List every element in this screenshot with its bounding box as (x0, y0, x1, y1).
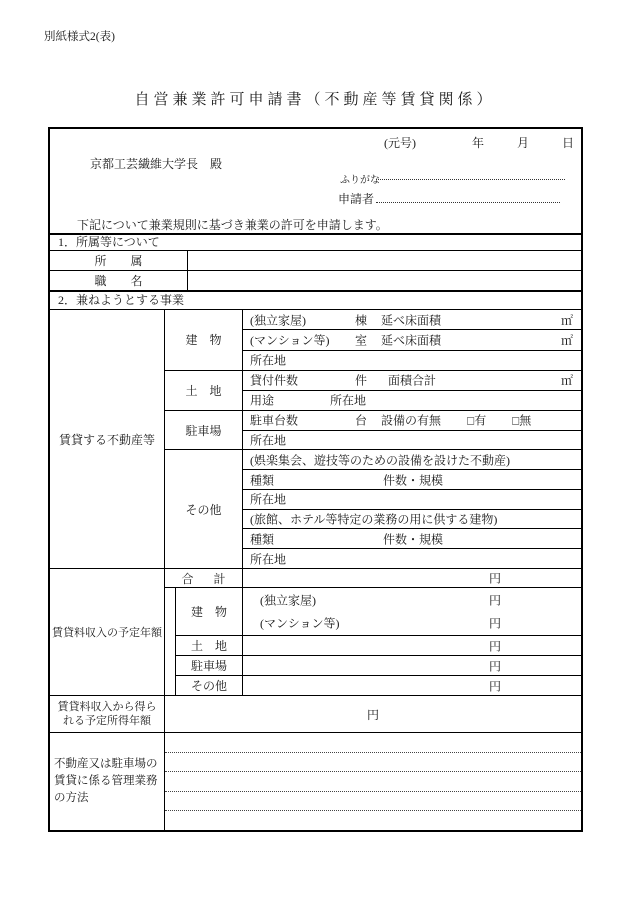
expected-income-section (50, 695, 581, 732)
amusement-type-row[interactable] (243, 469, 581, 489)
rental-property-section (50, 309, 581, 568)
era-label: (元号) (384, 136, 416, 150)
management-line-3[interactable] (165, 772, 581, 792)
rental-property-side-label: 賃貸する不動産等 (50, 310, 165, 568)
addressee: 京都工芸繊維大学長 殿 (90, 157, 223, 171)
expected-income-side-label (50, 696, 165, 732)
building-detached-row[interactable] (243, 310, 581, 329)
amusement-type-label: 種類 (250, 473, 275, 488)
hotel-building-row (243, 509, 581, 529)
day-label: 日 (562, 136, 575, 150)
month-label: 月 (517, 136, 530, 150)
income-parking-label: 駐車場 (176, 656, 243, 675)
income-parking-yen-unit: 円 (488, 659, 501, 673)
management-label-line3: の方法 (54, 792, 89, 804)
land-label: 土 地 (165, 371, 243, 410)
income-side-label: 賃貸料収入の予定年額 (50, 569, 165, 695)
other-group (165, 449, 581, 568)
detached-count-unit: 棟 (355, 313, 368, 328)
building-group (165, 310, 581, 370)
expected-income-input-cell[interactable] (165, 696, 581, 732)
jobtitle-label: 職 名 (50, 271, 188, 290)
land-count-unit: 件 (355, 373, 368, 388)
affiliation-row (50, 250, 581, 270)
section2-heading: 2．兼ねようとする事業 (50, 290, 581, 309)
income-building-label: 建 物 (176, 588, 243, 635)
parking-equipment-label: 設備の有無 (381, 413, 442, 428)
section1-heading: 1．所属等について (50, 233, 581, 250)
parking-count-unit: 台 (355, 413, 368, 428)
building-apartment-row[interactable] (243, 329, 581, 349)
amusement-scale-label: 件数・規模 (383, 473, 444, 488)
income-detached-label: (独立家屋) (260, 593, 316, 608)
hotel-type-label: 種類 (250, 532, 275, 547)
amusement-property-label: (娯楽集会、遊技等のための設備を設けた不動産) (250, 453, 510, 468)
land-use-label: 用途 (250, 393, 275, 408)
apartment-floorarea-label: 延べ床面積 (381, 333, 442, 348)
land-use-location-row[interactable] (243, 390, 581, 410)
hotel-building-label: (旅館、ホテル等特定の業務の用に供する建物) (250, 512, 498, 527)
income-total-label: 合 計 (165, 569, 243, 587)
affiliation-input-cell[interactable] (188, 251, 581, 270)
furigana-label: ふりがな (340, 175, 380, 186)
expected-income-label-line1: 賃貸料収入から得ら (57, 701, 157, 713)
parking-location-row[interactable] (243, 430, 581, 450)
income-other-yen-unit: 円 (488, 679, 501, 693)
income-apartment-yen-unit: 円 (488, 616, 501, 631)
parking-spaces-label: 駐車台数 (250, 413, 299, 428)
income-land-row[interactable] (176, 635, 581, 655)
declaration-text: 下記について兼業規則に基づき兼業の許可を申請します。 (77, 218, 388, 232)
income-land-yen-unit: 円 (488, 639, 501, 653)
expected-income-yen-unit: 円 (366, 707, 379, 722)
management-line-1[interactable] (165, 733, 581, 753)
income-other-label: その他 (176, 676, 243, 695)
management-write-area (165, 733, 581, 830)
land-sqm-unit: ㎡ (560, 373, 573, 388)
land-count-row[interactable] (243, 371, 581, 390)
application-form-table (48, 127, 583, 832)
building-location-row[interactable] (243, 350, 581, 370)
building-location-label: 所在地 (250, 353, 287, 368)
amusement-property-row (243, 450, 581, 469)
equipment-yes-checkbox[interactable]: □有 (467, 413, 487, 428)
income-total-yen-unit: 円 (488, 571, 501, 586)
detached-floorarea-label: 延べ床面積 (381, 313, 442, 328)
equipment-no-checkbox[interactable]: □無 (512, 413, 532, 428)
building-label: 建 物 (165, 310, 243, 370)
hotel-location-row[interactable] (243, 548, 581, 568)
income-breakdown-box (175, 588, 581, 695)
year-label: 年 (472, 136, 485, 150)
income-land-label: 土 地 (176, 636, 243, 655)
hotel-type-row[interactable] (243, 528, 581, 548)
income-other-row[interactable] (176, 675, 581, 695)
income-detached-yen-unit: 円 (488, 593, 501, 608)
land-total-area-label: 面積合計 (388, 373, 437, 388)
hotel-location-label: 所在地 (250, 552, 287, 567)
parking-label: 駐車場 (165, 411, 243, 450)
management-method-section (50, 732, 581, 830)
detached-house-label: (独立家屋) (250, 313, 306, 328)
corner-label: 別紙様式2(表) (44, 31, 115, 43)
detached-sqm-unit: ㎡ (560, 313, 573, 328)
annual-rental-income-section (50, 568, 581, 695)
apartment-count-unit: 室 (355, 333, 368, 348)
other-label: その他 (165, 450, 243, 568)
management-side-label (50, 733, 165, 830)
jobtitle-input-cell[interactable] (188, 271, 581, 290)
applicant-input-line[interactable] (376, 190, 560, 203)
land-location-label: 所在地 (330, 393, 367, 408)
applicant-label: 申請者 (338, 192, 375, 206)
income-parking-row[interactable] (176, 655, 581, 675)
management-line-2[interactable] (165, 753, 581, 773)
jobtitle-row (50, 270, 581, 290)
amusement-location-label: 所在地 (250, 492, 287, 507)
parking-location-label: 所在地 (250, 433, 287, 448)
affiliation-label: 所 属 (50, 251, 188, 270)
land-group (165, 370, 581, 410)
land-lease-count-label: 貸付件数 (250, 373, 299, 388)
income-apartment-label: (マンション等) (260, 616, 340, 631)
parking-group (165, 410, 581, 450)
form-header-section (50, 129, 581, 233)
hotel-scale-label: 件数・規模 (383, 532, 444, 547)
expected-income-label-line2: れる予定所得年額 (63, 715, 151, 727)
income-total-row[interactable] (165, 569, 581, 588)
amusement-location-row[interactable] (243, 489, 581, 509)
apartment-sqm-unit: ㎡ (560, 333, 573, 348)
income-building-row[interactable] (176, 588, 581, 635)
management-label-line1: 不動産又は駐車場の (54, 758, 158, 770)
apartment-label: (マンション等) (250, 333, 330, 348)
management-line-4[interactable] (165, 792, 581, 812)
furigana-input-line[interactable] (376, 167, 565, 180)
management-label-line2: 賃貸に係る管理業務 (54, 775, 158, 787)
management-line-5[interactable] (165, 811, 581, 830)
parking-count-row[interactable] (243, 411, 581, 430)
form-title: 自営兼業許可申請書（不動産等賃貸関係） (134, 92, 496, 108)
